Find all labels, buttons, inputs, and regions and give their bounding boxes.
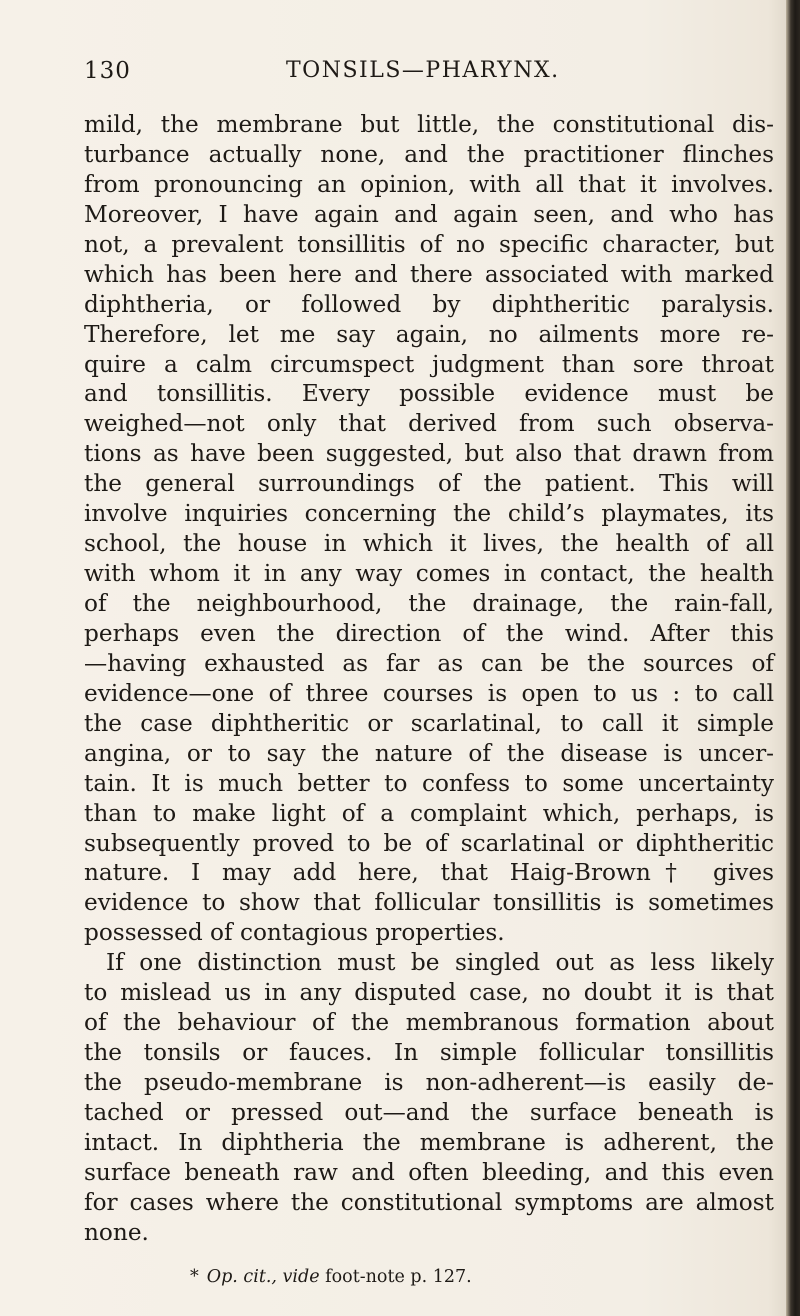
text-line: diphtheria, or followed by diphtheritic paralysis.	[84, 290, 774, 318]
footnote-citation: Op. cit., vide	[206, 1267, 320, 1287]
text-line: weighed—not only that derived from such observa-	[84, 410, 774, 438]
book-binding-edge	[786, 0, 800, 1316]
text-line: of the behaviour of the membranous formation about	[84, 1009, 774, 1037]
text-line: none.	[84, 1218, 149, 1246]
footnote	[190, 1267, 472, 1287]
running-head-title: TONSILS—PHARYNX.	[286, 58, 560, 83]
text-line: subsequently proved to be of scarlatinal or diphtheritic	[84, 829, 774, 857]
text-line: and tonsillitis. Every possible evidence must be	[84, 380, 774, 408]
text-line: to mislead us in any disputed case, no doubt it is that	[84, 979, 774, 1007]
text-line: tached or pressed out—and the surface beneath is	[84, 1098, 774, 1126]
text-line: the tonsils or fauces. In simple follicular tonsillitis	[84, 1039, 774, 1067]
text-line: If one distinction must be singled out as less likely	[106, 949, 774, 977]
text-line: with whom it in any way comes in contact, the health	[84, 560, 774, 588]
text-line: not, a prevalent tonsillitis of no specific character, but	[84, 230, 774, 258]
footnote-text: foot-note p. 127.	[319, 1267, 472, 1287]
text-line: tions as have been suggested, but also that drawn from	[84, 440, 774, 468]
text-line: for cases where the constitutional symptoms are almost	[84, 1188, 774, 1216]
text-line: —having exhausted as far as can be the sources of	[84, 649, 774, 677]
text-line: surface beneath raw and often bleeding, and this even	[84, 1158, 774, 1186]
text-line: mild, the membrane but little, the constitutional dis-	[84, 111, 774, 138]
text-line: the case diphtheritic or scarlatinal, to call it simple	[84, 709, 774, 737]
text-line: intact. In diphtheria the membrane is adherent, the	[84, 1128, 774, 1156]
text-line: perhaps even the direction of the wind. After this	[84, 619, 774, 647]
text-line: tain. It is much better to confess to some uncertainty	[84, 769, 774, 797]
text-line: Therefore, let me say again, no ailments more re-	[84, 320, 774, 348]
text-line: turbance actually none, and the practitioner flinches	[84, 140, 774, 168]
text-line: angina, or to say the nature of the disease is uncer-	[84, 739, 774, 767]
text-line: the pseudo-membrane is non-adherent—is easily de-	[84, 1069, 774, 1096]
text-line: which has been here and there associated with marked	[84, 260, 774, 288]
running-head	[84, 58, 774, 88]
text-line: possessed of contagious properties.	[84, 919, 505, 947]
text-line: evidence to show that follicular tonsillitis is sometimes	[84, 889, 774, 917]
body-text	[84, 110, 774, 1248]
text-line: quire a calm circumspect judgment than sore throat	[84, 350, 774, 378]
footnote-mark: *	[190, 1267, 199, 1287]
text-line: from pronouncing an opinion, with all that it involves.	[84, 170, 774, 198]
text-line: than to make light of a complaint which, perhaps, is	[84, 799, 774, 827]
text-line: school, the house in which it lives, the health of all	[84, 530, 774, 558]
text-line: evidence—one of three courses is open to us : to call	[84, 679, 774, 707]
text-line: Moreover, I have again and again seen, and who has	[84, 200, 774, 228]
text-line: the general surroundings of the patient. This will	[84, 470, 774, 498]
page-number: 130	[84, 58, 131, 84]
text-line: of the neighbourhood, the drainage, the rain-fall,	[84, 590, 774, 617]
text-line: involve inquiries concerning the child’s playmates, its	[84, 500, 774, 528]
text-line: nature. I may add here, that Haig-Brown† gives	[84, 859, 774, 887]
